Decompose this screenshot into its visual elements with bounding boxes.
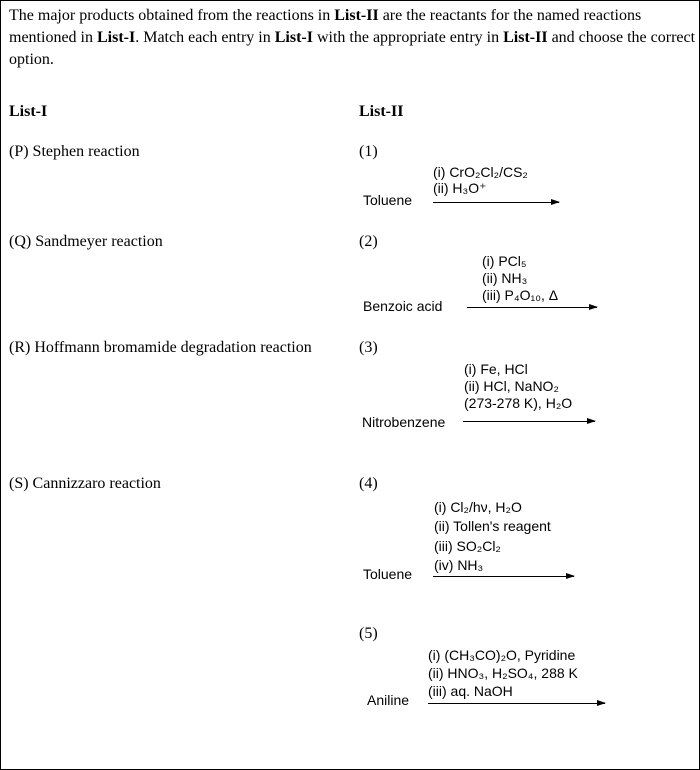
intro-bold: List-I (274, 29, 313, 46)
reagent: (iii) aq. NaOH (428, 683, 513, 699)
reagent: (ii) Tollen's reagent (434, 518, 551, 534)
intro-text: . Match each entry in (135, 29, 275, 46)
list1-item-q: (Q) Sandmeyer reaction (9, 233, 163, 250)
list1-item-s: (S) Cannizzaro reaction (9, 475, 161, 492)
reactant: Toluene (363, 566, 413, 582)
intro-bold: List-I (96, 29, 136, 46)
reagent: (ii) NH₃ (482, 270, 528, 286)
reagent: (iii) P₄O₁₀, Δ (482, 287, 559, 303)
reaction-arrow (467, 307, 597, 308)
list2-num-2: (2) (359, 233, 378, 250)
list1-header: List-I (9, 103, 48, 120)
question-intro (9, 5, 699, 71)
intro-text: are the reactants for the named reactions mentioned in (9, 7, 642, 46)
reagent: (i) Fe, HCl (464, 361, 528, 377)
reaction-arrow (428, 703, 605, 704)
intro-text: and choose the correct option. (9, 29, 696, 68)
reagent: (i) PCl₅ (482, 253, 527, 269)
list2-num-3: (3) (359, 339, 378, 356)
reagent: (i) Cl₂/hν, H₂O (434, 499, 522, 515)
reagent: (iii) SO₂Cl₂ (434, 538, 501, 554)
reagent: (i) CrO₂Cl₂/CS₂ (433, 164, 528, 180)
reagent: (ii) H₃O⁺ (433, 180, 487, 196)
reactant: Benzoic acid (363, 298, 443, 314)
reactant: Aniline (367, 692, 410, 708)
reaction-arrow (433, 202, 559, 203)
reactant: Nitrobenzene (362, 414, 446, 430)
reaction-arrow (463, 421, 595, 422)
list2-num-1: (1) (359, 143, 378, 160)
reagent: (i) (CH₃CO)₂O, Pyridine (428, 647, 576, 663)
intro-text: with the appropriate entry in (312, 29, 504, 46)
reagent: (iv) NH₃ (434, 557, 484, 573)
list2-header: List-II (359, 103, 404, 120)
list1-item-p: (P) Stephen reaction (9, 143, 140, 160)
reagent: (ii) HCl, NaNO₂ (464, 378, 559, 394)
list2-num-5: (5) (359, 625, 378, 642)
intro-text: The major products obtained from the reactions in (9, 7, 335, 24)
reaction-arrow (433, 576, 574, 577)
reactant: Toluene (363, 192, 413, 208)
intro-bold: List-II (503, 29, 548, 46)
reagent: (273-278 K), H₂O (464, 395, 573, 411)
intro-bold: List-II (334, 7, 379, 24)
list2-num-4: (4) (359, 475, 378, 492)
list1-item-r: (R) Hoffmann bromamide degradation reaction (9, 339, 312, 356)
reagent: (ii) HNO₃, H₂SO₄, 288 K (428, 665, 578, 681)
